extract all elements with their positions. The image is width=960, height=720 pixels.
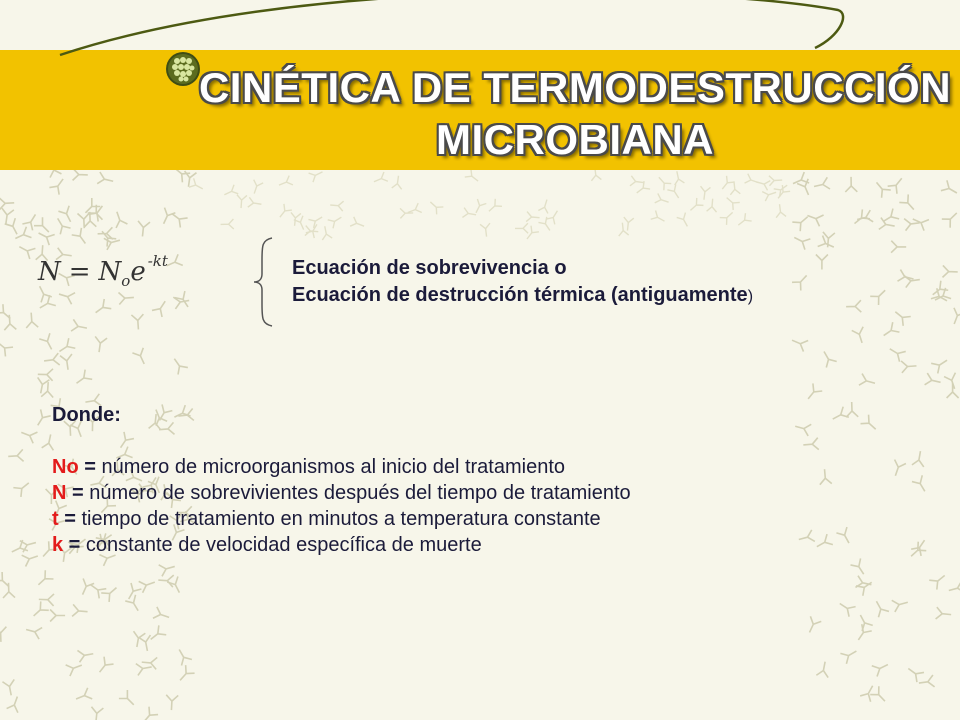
eq-desc-line-2-main: Ecuación de destrucción térmica (antiguamente [292,284,748,306]
eq-desc-line-2 [292,282,753,310]
definition-text: tiempo de tratamiento en minutos a temperatura constante [81,508,601,530]
slide-title [195,62,955,166]
definition-symbol: N [52,482,67,504]
definition-equals: = [63,534,86,556]
definition-row [52,454,631,480]
definition-row [52,532,631,558]
formula-exponent: -kt [147,252,168,270]
formula-equals: = [68,257,91,287]
definitions-heading: Donde: [52,404,121,426]
eq-desc-line-1: Ecuación de sobrevivencia o [292,257,567,279]
formula-lhs: N [38,257,61,287]
definitions-block [52,402,631,558]
definition-equals: = [66,482,90,504]
title-line-1: CINÉTICA DE TERMODESTRUCCIÓN [198,64,952,111]
definition-equals: = [78,456,102,478]
left-brace [252,236,276,328]
formula-coef-subscript: o [121,272,131,290]
definition-symbol: k [52,534,64,556]
survival-equation [38,252,168,292]
formula-base: e [130,257,146,287]
definition-row [52,480,631,506]
equation-description [292,255,753,310]
definition-symbol: t [52,508,59,530]
definition-text: constante de velocidad específica de muerte [85,534,482,556]
eq-desc-line-2-paren: ) [747,288,754,305]
definition-equals: = [58,508,82,530]
title-line-2: MICROBIANA [436,116,714,163]
definition-row [52,506,631,532]
definition-text: número de sobrevivientes después del tiempo de tratamiento [89,482,631,504]
formula-coef: N [98,257,122,287]
definition-text: número de microorganismos al inicio del tratamiento [101,456,566,478]
definition-symbol: No [52,456,79,478]
